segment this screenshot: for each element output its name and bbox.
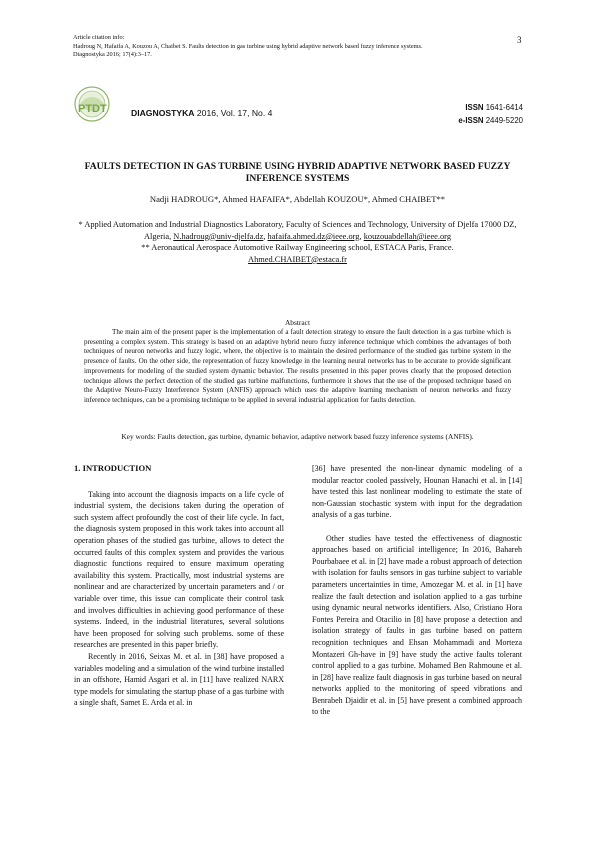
issn-label: ISSN [465,103,484,112]
journal-details: 2016, Vol. 17, No. 4 [196,108,273,118]
journal-logo [70,82,126,130]
eissn-label: e-ISSN [458,116,484,125]
article-citation [73,34,523,60]
keywords: Key words: Faults detection, gas turbine, dynamic behavior, adaptive network based fuzzy inference systems (ANFIS). [121,432,474,441]
paper-title: FAULTS DETECTION IN GAS TURBINE USING HYBRID ADAPTIVE NETWORK BASED FUZZY INFERENCE SYSTEMS [84,161,511,184]
abstract-heading: Abstract [284,318,311,327]
section-heading-introduction: 1. INTRODUCTION [74,463,152,473]
logo-text: PTDT [78,103,107,115]
abstract-text: The main aim of the present paper is the implementation of a fault detection strategy to ensure the fault detection in a gas turbine which is presenting a complex system. This strategy is based on an adaptive hybrid neuro fuzzy inference technique which combines the advantages of both techniques of neuron networks and fuzzy logic, where, the objective is to maintain the desired performance of the studied gas turbine system in the presence of faults. On the other side, the representation of fuzzy knowledge in the learning neural networks has to be accurate to provide significant improvements for modeling of the studied system dynamic behavior. The results presented in this paper proves clearly that the proposed detection technique allows the perfect detection of the studied gas turbine malfunctions, furthermore it shows that the use of the proposed technique based on the Adaptive Neuro-Fuzzy Interference System (ANFIS) approach which uses the adaptive learning mechanism of neuron networks and fuzzy inference techniques, can be a promising technique to be applied in several industrial application for faults detection. [84,328,511,404]
paragraph: Recently in 2016, Seixas M. et al. in [38] have proposed a variables modeling and a simulation of the wind turbine installed in an offshore, Hamid Asgari et al. in [11] have realized NARX type models for simulating the startup phase of a gas turbine with a single shaft, Samet E. Arda et al. in [74,651,284,708]
eissn-value: 2449-5220 [485,116,523,125]
paragraph: [36] have presented the non-linear dynamic modeling of a modular reactor cooled passively, Hounan Hanachi et al. in [14] have tested this last nonlinear modeling to estimate the state of non-Gaussian stochastic system with input for the degradation analysis of a gas turbine. [312,464,522,520]
citation-line-1: Article citation info: [73,34,125,41]
affiliation-1-text: * Applied Automation and Industrial Diagnostics Laboratory, Faculty of Sciences and Technology, University of Djelfa 17000 DZ, Algeria, [78,220,517,241]
citation-line-3: Diagnostyka 2016; 17(4):3–17. [73,51,152,59]
column-left [74,463,284,709]
affiliations [72,219,523,265]
paragraph: Taking into account the diagnosis impacts on a life cycle of industrial system, the decisions taken during the operation of such system affect profoundly the cost of their life cycle. In fact, the diagnosis system proposed in this work takes into account all operation phases of the studied gas turbine, allows to detect the occurred faults of this complex system and provides the various diagnostic functions required to ensure maximum operating availability this system. Practically, most industrial systems are nonlinear and are characterized by uncertain parameters and / or variable over time, this issue can complicate their control task and involves difficulties in achieving good performance of these systems. Indeed, in the industrial literatures, several solutions have been proposed for solving such problems. some of these researches are presented in this paper briefly. [74,489,284,650]
affiliation-2 [72,242,523,265]
affiliation-1: * Applied Automation and Industrial Diagnostics Laboratory, Faculty of Sciences and Technology, University of Djelfa 17000 DZ, Algeria, N.hadroug@univ-djelfa.dz, hafaifa.ahmed.dz@ieee.org, kouzouabdellah@ieee.org [78,220,517,241]
email-link-hadroug[interactable]: N.hadroug@univ-djelfa.dz [173,231,264,241]
issn-value: 1641-6414 [485,103,523,112]
email-link-chaibet[interactable]: Ahmed.CHAIBET@estaca.fr [248,254,347,264]
email-link-kouzou[interactable]: kouzouabdellah@ieee.org [363,231,452,241]
issn-block [458,101,523,127]
citation-line-2: Hadroug N, Hafaifa A, Kouzou A, Chaibet S. Faults detection in gas turbine using hybrid adaptive network based fuzzy inference systems. [73,42,423,50]
journal-info [131,108,272,118]
column-right [312,463,522,718]
journal-name: DIAGNOSTYKA [131,108,195,118]
paragraph: Other studies have tested the effectiveness of diagnostic approaches based on artificial intelligence; In 2016, Bahareh Pourbabaee et al. in [2] have made a robust approach of detection with isolation for faults sensors in gas turbine subject to variable parameters uncertainties in time, Amozegar M. et al. in [1] have realize the fault detection and isolation applied to a gas turbine using dynamic neural networks identifiers. Also, Cristiano Hora Fontes Pereira and Otacilio in [8] have propose a detection and isolation strategy of faults in gas turbine based on pattern recognition techniques and Ehsan Mohammadi and Morteza Montazeri Gh-have in [9] have study the active faults tolerant control applied to a gas turbine. Mohamed Ben Rahmoune et al. in [28] have realize fault diagnosis in gas turbine based on neural networks applied to the monitoring of speed vibrations and Benrabeh Djaidir et al. in [5] have present a combined approach to the [312,533,522,717]
logo-emblem-icon [70,82,126,130]
paper-authors: Nadji HADROUG*, Ahmed HAFAIFA*, Abdellah KOUZOU*, Ahmed CHAIBET** [149,194,446,204]
page-number: 3 [517,35,522,45]
email-link-hafaifa[interactable]: hafaifa.ahmed.dz@ieee.org [267,231,360,241]
affiliation-2-text: ** Aeronautical Aerospace Automotive Railway Engineering school, ESTACA Paris, France. [141,243,454,253]
